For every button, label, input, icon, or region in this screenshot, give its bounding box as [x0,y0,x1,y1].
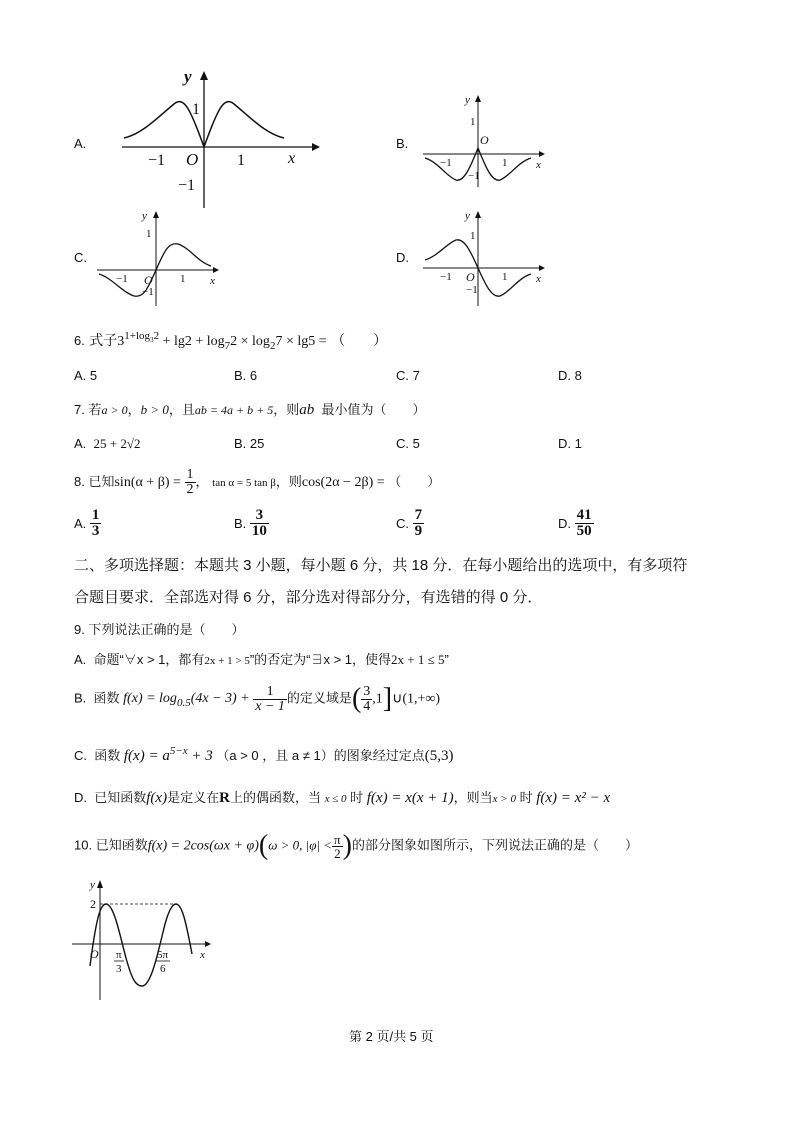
q7-option-d[interactable]: D. 1 [558,436,582,451]
svg-text:1: 1 [180,273,186,285]
svg-text:3: 3 [116,963,122,975]
svg-text:O: O [90,947,99,961]
q9-stem: 9. 下列说法正确的是（ ） [74,622,245,637]
q5-graph-d [418,208,548,308]
q5a-axis-y: y [184,68,192,86]
svg-text:−1: −1 [116,273,128,285]
q6-option-a[interactable]: A. 5 [74,368,98,383]
q9-option-c[interactable]: C. 函数 $f(x) = a^{5-x} + 3$ （a > 0 ，且 a ≠ 1）的图象经过定点(5,3) [74,745,454,764]
svg-text:x: x [536,273,541,285]
section2-line1: 二、多项选择题：本题共 3 小题，每小题 6 分，共 18 分．在每小题给出的选项中，有多项符 [74,557,688,574]
svg-text:O: O [480,133,489,147]
svg-text:y: y [465,210,470,222]
svg-text:−1: −1 [440,157,452,169]
q6-option-d[interactable]: D. 8 [558,368,582,383]
svg-text:−1: −1 [466,284,478,296]
svg-text:1: 1 [146,228,152,240]
q5-graph-c [94,208,224,308]
q5a-ytick-neg: −1 [178,177,196,194]
svg-text:y: y [90,879,95,891]
q8-option-c[interactable]: C. $\frac{7}{9}$ [396,507,423,539]
q5-graph-b [418,92,548,192]
q5-option-c-label: C. [74,250,87,265]
q5-option-d-label: D. [396,250,409,265]
q8-stem: 8. 已知sin(α + β) = $\frac{1}{2}$ ， tan α = 5 tan β，则cos(2α − 2β) = （ ） [74,467,441,497]
svg-text:x: x [200,949,205,961]
q9-option-b[interactable]: B. 函数 $f(x) = \log_{0.5}(4x - 3)$ + $\frac{1}{x - 1}$ 的定义域是( $\frac{3}{4}$ ,1]∪(1,+∞) [74,683,441,714]
svg-text:5π: 5π [157,949,169,961]
q5-graph-a [112,68,322,213]
q6-option-b[interactable]: B. 6 [234,368,258,383]
q7-option-a[interactable]: A. 25 + 2√2 [74,436,141,451]
page-footer: 第 2 页/共 5 页 [349,1029,434,1044]
svg-text:x: x [536,159,541,171]
svg-text:1: 1 [470,230,476,242]
svg-text:O: O [466,270,475,284]
section2-line2: 合题目要求．全部选对得 6 分，部分选对得部分分，有选错的得 0 分． [74,589,543,606]
q5-option-a-label: A. [74,136,87,151]
svg-text:π: π [116,949,122,961]
q8-option-b[interactable]: B. $\frac{3}{10}$ [234,507,267,539]
q10-stem: 10. 已知函数f(x) = 2cos(ωx + φ)(ω > 0, |φ| < $\frac{\pi}{2}$ )的部分图象如图所示，下列说法正确的是（ ） [74,830,638,861]
q10-graph [66,876,216,1004]
svg-text:6: 6 [160,963,166,975]
q5a-tick-neg: −1 [148,152,166,169]
svg-text:−1: −1 [142,286,154,298]
q9-option-a[interactable]: A. 命题“∀x > 1，都有2x + 1 > 5”的否定为“∃x > 1，使得2x + 1 ≤ 5” [74,652,449,667]
q8-option-a[interactable]: A. $\frac{1}{3}$ [74,507,100,539]
svg-text:−1: −1 [440,271,452,283]
q7-option-b[interactable]: B. 25 [234,436,265,451]
svg-text:y: y [465,94,470,106]
q8-option-d[interactable]: D. $\frac{41}{50}$ [558,507,592,539]
svg-text:x: x [210,275,215,287]
svg-text:y: y [142,210,147,222]
q5a-ytick-pos: 1 [192,101,200,118]
q5a-origin: O [186,150,199,169]
q7-option-c[interactable]: C. 5 [396,436,420,451]
q7-stem: 7. 若a > 0，b > 0，且ab = 4a + b + 5，则ab 最小值为（ ） [74,402,426,418]
svg-text:2: 2 [90,897,96,911]
q9-option-d[interactable]: D. 已知函数f(x)是定义在R上的偶函数，当 x ≤ 0 时 f(x) = x(x + 1)，则当x > 0 时 f(x) = x² − x [74,790,611,806]
svg-text:1: 1 [502,157,508,169]
svg-text:O: O [144,273,153,287]
svg-text:1: 1 [470,116,476,128]
q6-stem: 6. 式子$3^{1+log_32} + \lg 2 + \log_72 \times \log_27 \times \lg 5$ = （ ） [74,330,388,352]
svg-text:1: 1 [502,271,508,283]
q5a-axis-x: x [288,150,296,167]
q6-option-c[interactable]: C. 7 [396,368,420,383]
q5-option-b-label: B. [396,136,409,151]
q5a-tick-pos: 1 [237,152,245,169]
svg-text:−1: −1 [468,170,480,182]
